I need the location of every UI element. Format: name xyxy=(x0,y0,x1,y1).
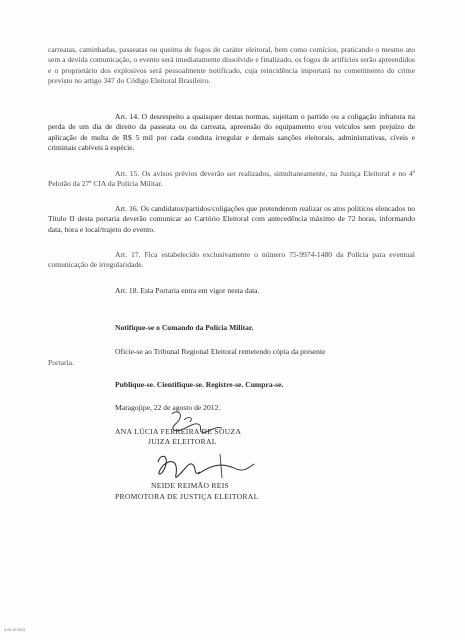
paragraph-art15: Art. 15. Os avisos prévios deverão ser realizados, simultaneamente, na Justiça Eleitoral e no 4º Pelotão da 27ª CIA da Polícia Militar. xyxy=(48,169,415,189)
place-date: Maragojipe, 22 de agosto de 2012. xyxy=(115,403,221,412)
paragraph-art16: Art. 16. Os candidatos/partidos/coligações que pretenderem realizar os atos políticos elencados no Título II desta portaria deverão comunicar ao Cartório Eleitoral com antecedência máximo de 72 horas, informando data, hora e local/trajeto do evento. xyxy=(48,204,415,234)
signer2-name: NEIDE REIMÃO REIS xyxy=(151,481,230,490)
signer1-name: ANA LÚCIA FERREIRA DE SOUZA xyxy=(115,427,242,436)
oficie-line: Oficie-se ao Tribunal Regional Eleitoral remetendo cópia da presente xyxy=(115,347,326,356)
paragraph-art14: Art. 14. O desrespeito a quaisquer destas normas, sujeitam o partido ou a coligação infratora na perda de um dia de direito da passeata ou da carreata, apreensão do equipamento e/ou veículos sem prejuízo de aplicação de multa de R$ 5 mil por cada conduta irregular e demais sanções eleitorais, administrativas, cíveis e criminais cabíveis à espécie. xyxy=(48,112,415,153)
paragraph-art18: Art. 18. Esta Portaria entra em vigor nesta data. xyxy=(115,286,260,295)
signer1-title: JUIZA ELEITORAL xyxy=(148,437,217,446)
oficie-line-continuation: Portaria. xyxy=(48,358,74,367)
scan-footer-code: A 09 10 2023 xyxy=(4,628,26,632)
paragraph-art13-continuation: carreatas, caminhadas, passeatas ou queima de fogos de caráter eleitoral, bem como comícios, praticando o mesmo ato sem a devida comunicação, o evento será imediatamente dissolvido e finalizado, os fogos de artifícios serão apreendidos e o proprietário dos explosivos será pessoalmente notificado, cuja reincidência importará no cometimento do crime previsto no artigo 347 do Código Eleitoral Brasileiro. xyxy=(48,45,415,86)
paragraph-art17: Art. 17. Fica estabelecido exclusivamente o número 75-9974-1480 da Polícia para eventual comunicação de irregularidade. xyxy=(48,250,415,270)
notifique-line: Notifique-se o Comando da Polícia Militar. xyxy=(115,323,254,332)
publique-line: Publique-se. Cientifique-se. Registre-se. Cumpra-se. xyxy=(115,380,284,389)
signer2-title: PROMOTORA DE JUSTIÇA ELEITORAL xyxy=(115,492,259,501)
